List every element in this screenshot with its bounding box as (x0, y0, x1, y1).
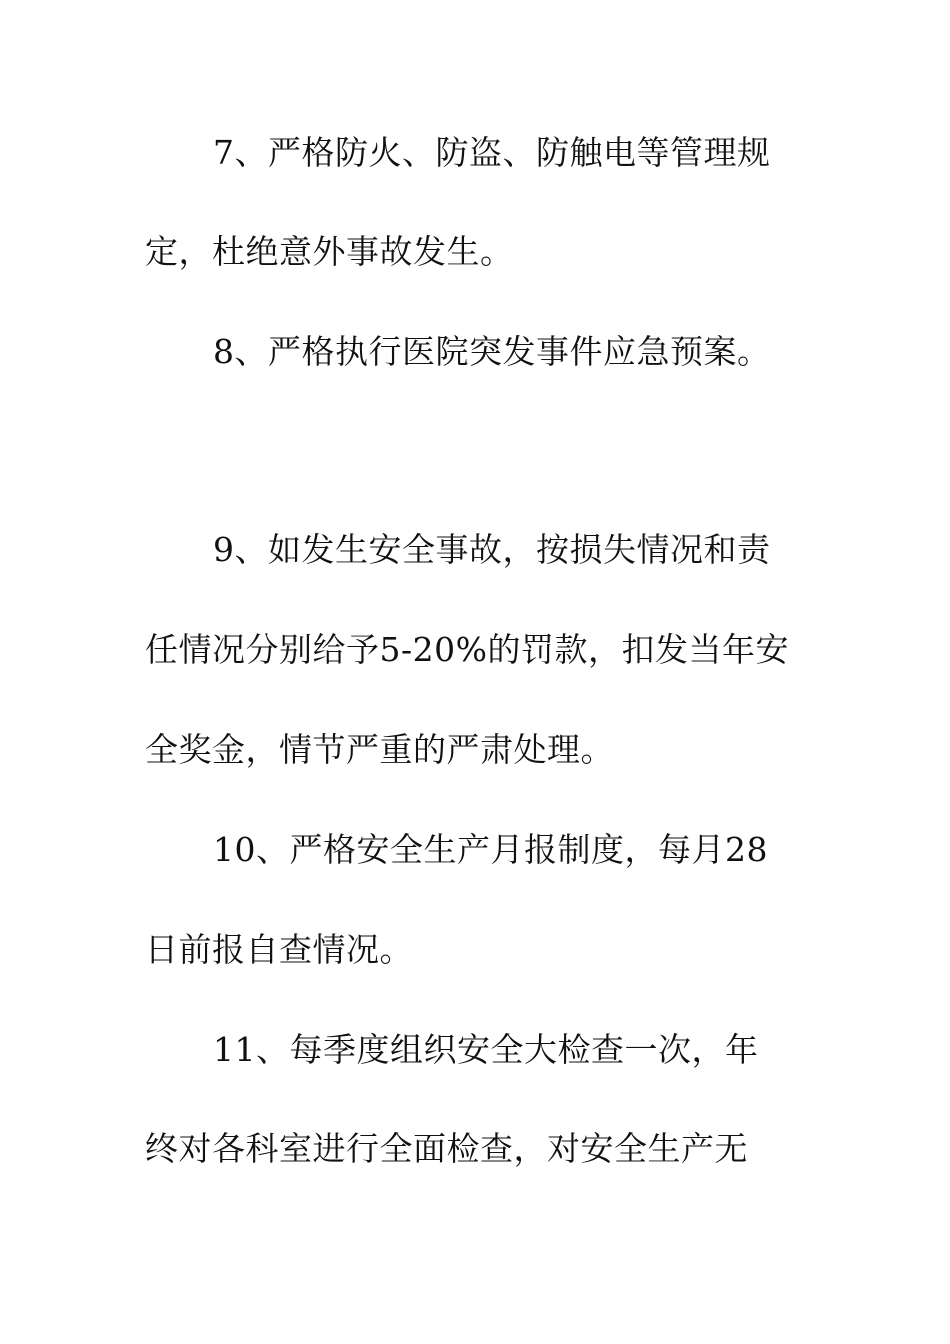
paragraph-7-line-2: 定，杜绝意外事故发生。 (145, 232, 514, 271)
paragraph-9-line-1: 9、如发生安全事故，按损失情况和责 (213, 530, 771, 569)
paragraph-11-line-1: 11、每季度组织安全大检查一次，年 (213, 1030, 759, 1069)
paragraph-9-line-3: 全奖金，情节严重的严肃处理。 (145, 730, 614, 769)
paragraph-10-line-1: 10、严格安全生产月报制度，每月28 (213, 830, 768, 869)
paragraph-8-line-1: 8、严格执行医院突发事件应急预案。 (213, 332, 771, 371)
paragraph-11-line-2: 终对各科室进行全面检查，对安全生产无 (145, 1129, 748, 1168)
paragraph-10-line-2: 日前报自查情况。 (145, 930, 413, 969)
paragraph-9-line-2: 任情况分别给予5-20%的罚款，扣发当年安 (145, 630, 789, 669)
paragraph-7-line-1: 7、严格防火、防盗、防触电等管理规 (213, 133, 771, 172)
